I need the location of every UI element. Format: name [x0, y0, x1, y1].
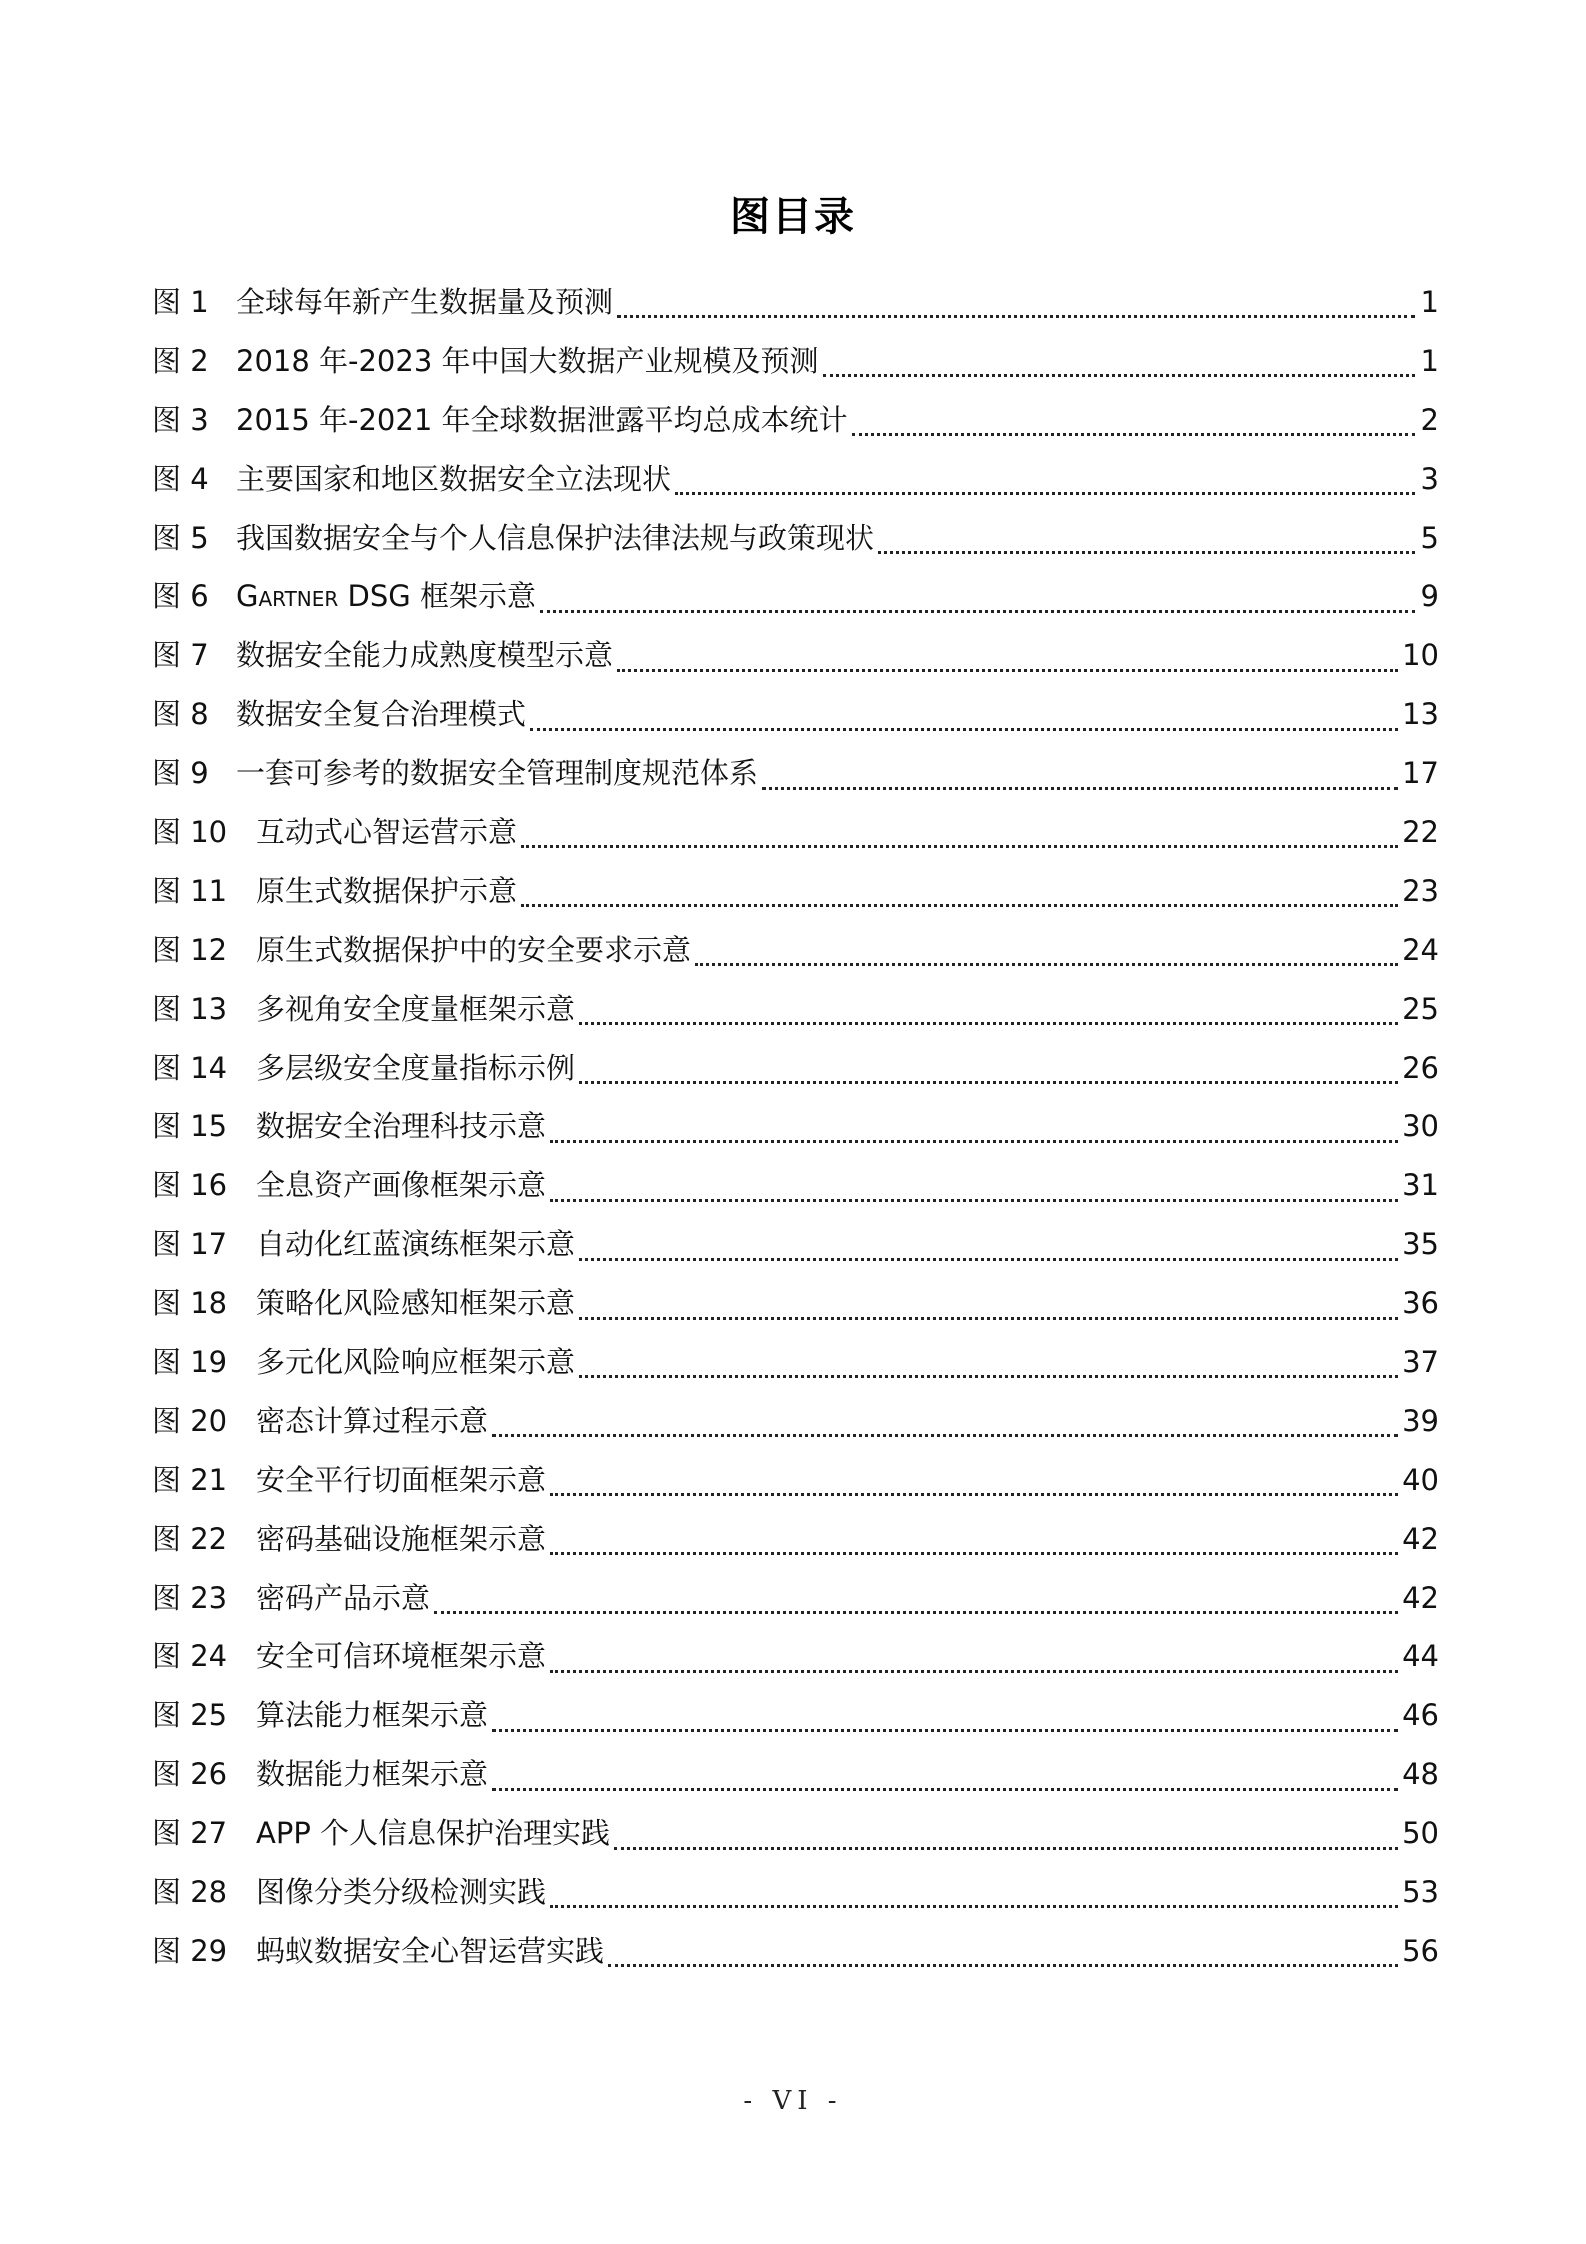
- page-number: 42: [1402, 1521, 1439, 1556]
- page-number: 46: [1402, 1698, 1439, 1733]
- figure-title: 全球每年新产生数据量及预测: [236, 285, 614, 319]
- dot-leader: [579, 1080, 1398, 1084]
- page-number: 10: [1402, 638, 1439, 673]
- figure-label: 图 1: [152, 285, 209, 319]
- dot-leader: [550, 1198, 1398, 1202]
- figure-title: 多层级安全度量指标示例: [256, 1050, 576, 1085]
- dot-leader: [550, 1904, 1398, 1908]
- figure-title: 原生式数据保护中的安全要求示意: [256, 932, 692, 967]
- figure-title: 密态计算过程示意: [256, 1403, 489, 1438]
- dot-leader: [617, 668, 1398, 672]
- page-number: 42: [1402, 1580, 1439, 1615]
- toc-entry[interactable]: [152, 1401, 1439, 1460]
- page-number: 17: [1402, 756, 1439, 791]
- toc-entry[interactable]: [152, 1519, 1439, 1578]
- dot-leader: [530, 727, 1398, 731]
- toc-entry[interactable]: [152, 1165, 1439, 1224]
- toc-entry[interactable]: [152, 1578, 1439, 1637]
- toc-entry[interactable]: [152, 1224, 1439, 1283]
- figure-label: 图 20: [152, 1403, 228, 1438]
- page-number: 48: [1402, 1757, 1439, 1792]
- page-number: 30: [1402, 1109, 1439, 1144]
- dot-leader: [878, 550, 1415, 554]
- page-number: 44: [1402, 1639, 1439, 1674]
- figure-label: 图 16: [152, 1168, 228, 1203]
- toc-entry[interactable]: [152, 753, 1439, 812]
- figure-label: 图 9: [152, 756, 209, 791]
- dot-leader: [852, 432, 1415, 436]
- dot-leader: [492, 1728, 1398, 1732]
- page-number: 13: [1402, 697, 1439, 732]
- figure-label: 图 19: [152, 1345, 228, 1380]
- toc-entry[interactable]: [152, 1283, 1439, 1342]
- dot-leader: [492, 1787, 1398, 1791]
- figure-label: 图 24: [152, 1639, 228, 1674]
- dot-leader: [579, 1021, 1398, 1025]
- figure-label: 图 10: [152, 815, 228, 850]
- figure-label: 图 28: [152, 1875, 228, 1910]
- page-number: 50: [1402, 1816, 1439, 1851]
- toc-entry[interactable]: [152, 1342, 1439, 1401]
- toc-entry[interactable]: [152, 1931, 1439, 1990]
- page-number: 37: [1402, 1345, 1439, 1380]
- dot-leader: [614, 1846, 1398, 1850]
- dot-leader: [434, 1610, 1398, 1614]
- dot-leader: [540, 609, 1415, 613]
- dot-leader: [579, 1257, 1398, 1261]
- toc-entry[interactable]: [152, 459, 1439, 518]
- figure-title: 原生式数据保护示意: [256, 873, 518, 908]
- figure-title: 密码产品示意: [256, 1580, 431, 1615]
- page-number: 35: [1402, 1227, 1439, 1262]
- toc-entry[interactable]: [152, 694, 1439, 753]
- figure-title: 安全可信环境框架示意: [256, 1639, 547, 1674]
- page-number: 9: [1420, 579, 1439, 614]
- figure-title: 图像分类分级检测实践: [256, 1875, 547, 1910]
- figure-label: 图 4: [152, 461, 209, 496]
- figure-title: 数据能力框架示意: [256, 1757, 489, 1792]
- toc-entry[interactable]: [152, 635, 1439, 694]
- figure-title: APP 个人信息保护治理实践: [256, 1816, 611, 1851]
- dot-leader: [608, 1963, 1398, 1967]
- toc-entry[interactable]: [152, 930, 1439, 989]
- toc-entry[interactable]: [152, 1106, 1439, 1165]
- toc-entry[interactable]: [152, 282, 1439, 341]
- figure-label: 图 6: [152, 579, 209, 614]
- page-number: 23: [1402, 873, 1439, 908]
- figure-title: 算法能力框架示意: [256, 1698, 489, 1733]
- dot-leader: [521, 903, 1398, 907]
- figure-title: 我国数据安全与个人信息保护法律法规与政策现状: [236, 520, 875, 555]
- toc-entry[interactable]: [152, 1695, 1439, 1754]
- page-number: 31: [1402, 1168, 1439, 1203]
- page-number: 56: [1402, 1933, 1439, 1968]
- toc-entry[interactable]: [152, 1636, 1439, 1695]
- figure-title: 蚂蚁数据安全心智运营实践: [256, 1933, 605, 1968]
- toc-entry[interactable]: [152, 1872, 1439, 1931]
- page-number: 24: [1402, 932, 1439, 967]
- figure-title: Gartner DSG 框架示意: [236, 579, 536, 614]
- dot-leader: [550, 1492, 1398, 1496]
- figure-table-of-contents: [152, 282, 1439, 1990]
- figure-title: 策略化风险感知框架示意: [256, 1286, 576, 1321]
- dot-leader: [617, 314, 1415, 318]
- figure-label: 图 17: [152, 1227, 228, 1262]
- dot-leader: [550, 1139, 1398, 1143]
- figure-label: 图 8: [152, 697, 209, 732]
- toc-entry[interactable]: [152, 1048, 1439, 1107]
- figure-label: 图 7: [152, 638, 209, 673]
- figure-title: 2015 年-2021 年全球数据泄露平均总成本统计: [236, 402, 848, 437]
- figure-title: 安全平行切面框架示意: [256, 1462, 547, 1497]
- page-number: 36: [1402, 1286, 1439, 1321]
- dot-leader: [762, 786, 1398, 790]
- toc-entry[interactable]: [152, 341, 1439, 400]
- figure-label: 图 22: [152, 1521, 228, 1556]
- page-number: 2: [1420, 402, 1439, 437]
- figure-label: 图 21: [152, 1462, 228, 1497]
- dot-leader: [550, 1551, 1398, 1555]
- page-number: 3: [1420, 461, 1439, 496]
- figure-label: 图 11: [152, 873, 228, 908]
- dot-leader: [492, 1433, 1398, 1437]
- figure-label: 图 18: [152, 1286, 228, 1321]
- page-number: 25: [1402, 991, 1439, 1026]
- page-number: 1: [1420, 285, 1439, 319]
- figure-label: 图 27: [152, 1816, 228, 1851]
- figure-title: 数据安全复合治理模式: [236, 697, 527, 732]
- page-number: 53: [1402, 1875, 1439, 1910]
- toc-entry[interactable]: [152, 518, 1439, 577]
- page-number: 1: [1420, 343, 1439, 378]
- dot-leader: [823, 373, 1415, 377]
- toc-entry[interactable]: [152, 1813, 1439, 1872]
- dot-leader: [521, 844, 1398, 848]
- figure-title: 主要国家和地区数据安全立法现状: [236, 461, 672, 496]
- figure-label: 图 5: [152, 520, 209, 555]
- figure-label: 图 14: [152, 1050, 228, 1085]
- dot-leader: [550, 1669, 1398, 1673]
- figure-title: 全息资产画像框架示意: [256, 1168, 547, 1203]
- figure-title: 多视角安全度量框架示意: [256, 991, 576, 1026]
- dot-leader: [695, 962, 1398, 966]
- figure-label: 图 12: [152, 932, 228, 967]
- toc-entry[interactable]: [152, 1460, 1439, 1519]
- figure-title: 多元化风险响应框架示意: [256, 1345, 576, 1380]
- toc-entry[interactable]: [152, 400, 1439, 459]
- figure-label: 图 15: [152, 1109, 228, 1144]
- figure-title: 密码基础设施框架示意: [256, 1521, 547, 1556]
- dot-leader: [579, 1374, 1398, 1378]
- toc-entry[interactable]: [152, 812, 1439, 871]
- page-number: 5: [1420, 520, 1439, 555]
- page-number: 39: [1402, 1403, 1439, 1438]
- page-number: 40: [1402, 1462, 1439, 1497]
- figure-title: 一套可参考的数据安全管理制度规范体系: [236, 756, 759, 791]
- dot-leader: [579, 1316, 1398, 1320]
- figure-label: 图 3: [152, 402, 209, 437]
- figure-label: 图 2: [152, 343, 209, 378]
- figure-title: 互动式心智运营示意: [256, 815, 518, 850]
- page-number: 22: [1402, 815, 1439, 850]
- figure-label: 图 13: [152, 991, 228, 1026]
- toc-entry[interactable]: [152, 1754, 1439, 1813]
- figure-label: 图 26: [152, 1757, 228, 1792]
- figure-title: 2018 年-2023 年中国大数据产业规模及预测: [236, 343, 819, 378]
- toc-entry[interactable]: [152, 871, 1439, 930]
- toc-entry[interactable]: [152, 576, 1439, 635]
- page-title: 图目录: [730, 193, 856, 240]
- page-footer-number: - VI -: [743, 2086, 843, 2116]
- figure-label: 图 23: [152, 1580, 228, 1615]
- figure-title: 数据安全能力成熟度模型示意: [236, 638, 614, 673]
- figure-label: 图 29: [152, 1933, 228, 1968]
- page-number: 26: [1402, 1050, 1439, 1085]
- figure-label: 图 25: [152, 1698, 228, 1733]
- toc-entry[interactable]: [152, 989, 1439, 1048]
- dot-leader: [675, 491, 1415, 495]
- figure-title: 自动化红蓝演练框架示意: [256, 1227, 576, 1262]
- figure-title: 数据安全治理科技示意: [256, 1109, 547, 1144]
